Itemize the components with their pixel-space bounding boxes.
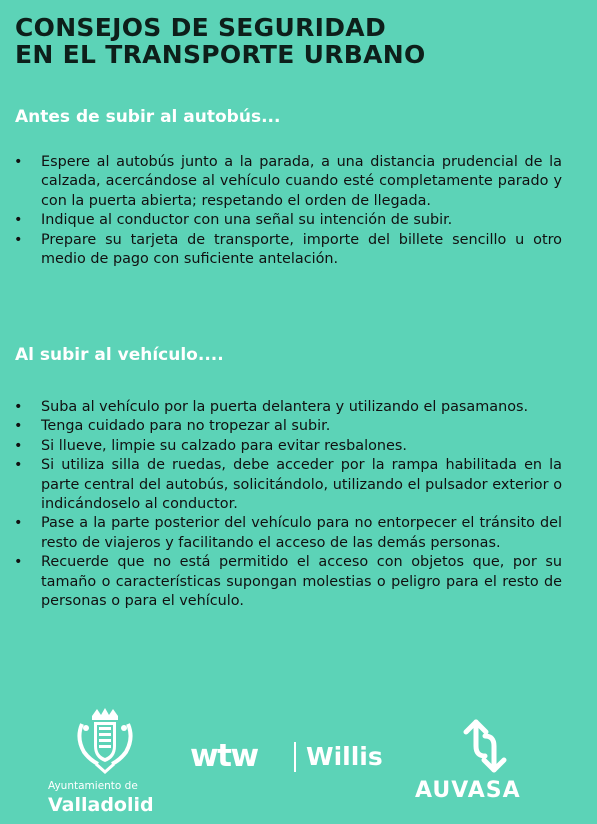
ayuntamiento-label: Ayuntamiento de <box>48 780 138 792</box>
bullet: • <box>14 457 23 474</box>
bullet: • <box>14 399 23 415</box>
list-item: • Si llueve, limpie su calzado para evitar resbalones. <box>14 437 562 456</box>
page-title <box>15 14 426 68</box>
list-item: • Espere al autobús junto a la parada, a una distancia prudencial de la calzada, acercándose al vehículo cuando esté completamente parado y con la puerta abierta; respetando el orden de llegada. <box>14 154 562 209</box>
list-item: • Recuerde que no está permitido el acceso con objetos que, por su tamaño o características supongan molestias o peligro para el resto de personas o para el vehículo. <box>14 554 562 610</box>
ayuntamiento-logo <box>48 706 168 822</box>
list-item: • Indique al conductor con una señal su intención de subir. <box>14 211 562 230</box>
bullet: • <box>14 418 23 435</box>
wtw-logo: wtw <box>190 738 258 774</box>
bullet: • <box>14 212 23 229</box>
auvasa-label: AUVASA <box>415 778 521 803</box>
willis-logo: Willis <box>306 742 383 771</box>
title-line-1: CONSEJOS DE SEGURIDAD <box>15 13 387 42</box>
bullet: • <box>14 437 23 454</box>
coat-of-arms-icon <box>70 706 140 774</box>
section-heading-al-subir: Al subir al vehículo.... <box>15 345 224 365</box>
list-item: • Pase a la parte posterior del vehículo para no entorpecer el tránsito del resto de viajeros y facilitando el acceso de las demás personas. <box>14 515 562 551</box>
bullet: • <box>14 515 23 532</box>
valladolid-label: Valladolid <box>48 794 154 816</box>
bullet: • <box>14 154 23 170</box>
section-list-al-subir <box>14 398 562 611</box>
bullet: • <box>14 554 23 571</box>
footer-logos <box>0 700 597 824</box>
logo-divider <box>294 742 296 772</box>
bullet: • <box>14 231 23 248</box>
list-item: • Si utiliza silla de ruedas, debe acceder por la rampa habilitada en la parte central del autobús, solicitándolo, utilizando el pulsador exterior o indicándoselo al conductor. <box>14 457 562 513</box>
list-item: • Prepare su tarjeta de transporte, importe del billete sencillo u otro medio de pago con suficiente antelación. <box>14 231 562 268</box>
title-line-2: EN EL TRANSPORTE URBANO <box>15 40 426 69</box>
list-item: • Tenga cuidado para no tropezar al subir. <box>14 417 562 436</box>
section-heading-antes: Antes de subir al autobús... <box>15 107 281 127</box>
section-list-antes <box>14 153 562 269</box>
auvasa-logo-icon <box>460 716 510 776</box>
list-item: • Suba al vehículo por la puerta delantera y utilizando el pasamanos. <box>14 398 562 417</box>
